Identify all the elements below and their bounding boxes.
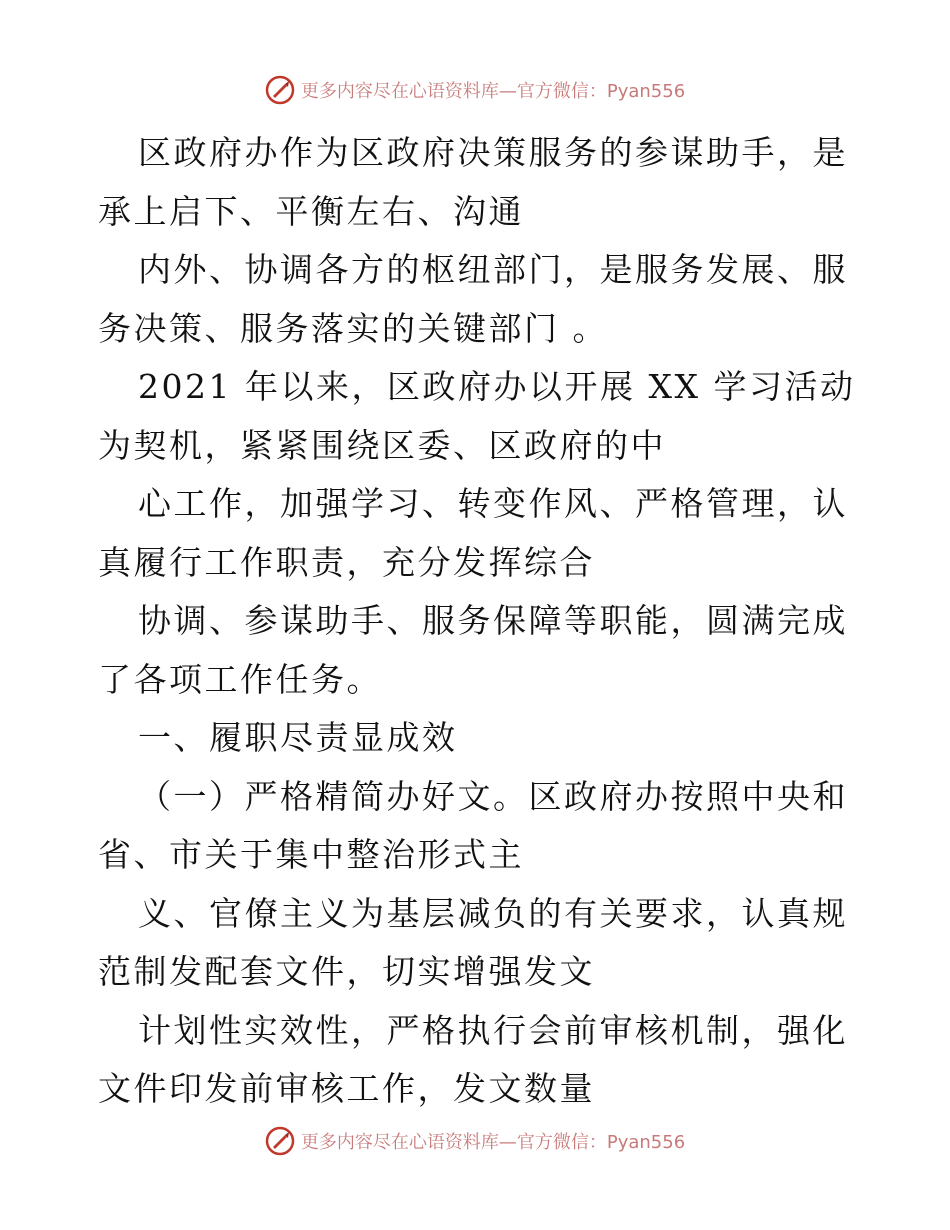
paragraph: 计划性实效性，严格执行会前审核机制，强化文件印发前审核工作，发文数量 — [98, 1010, 848, 1108]
footer-watermark-text: 更多内容尽在心语资料库—官方微信：Pyan556 — [300, 1132, 686, 1153]
paragraph: 2021 年以来，区政府办以开展 XX 学习活动为契机，紧紧围绕区委、区政府的中 — [98, 367, 856, 465]
paragraph: 义、官僚主义为基层减负的有关要求，认真规范制发配套文件，切实增强发文 — [98, 893, 848, 991]
paragraph: 心工作，加强学习、转变作风、严格管理，认真履行工作职责，充分发挥综合 — [98, 484, 848, 582]
paragraph: 协调、参谋助手、服务保障等职能，圆满完成了各项工作任务。 — [98, 601, 848, 699]
header-watermark — [0, 73, 950, 107]
header-watermark-text: 更多内容尽在心语资料库—官方微信：Pyan556 — [300, 81, 686, 102]
footer-watermark — [0, 1124, 950, 1158]
quill-logo-icon — [265, 75, 295, 105]
paragraph: 区政府办作为区政府决策服务的参谋助手，是承上启下、平衡左右、沟通 — [98, 133, 848, 231]
section-heading: 一、履职尽责显成效 — [138, 718, 458, 757]
document-body — [98, 124, 858, 1119]
paragraph: （一）严格精简办好文。区政府办按照中央和省、市关于集中整治形式主 — [98, 776, 848, 874]
paragraph: 内外、协调各方的枢纽部门，是服务发展、服务决策、服务落实的关键部门 。 — [98, 250, 848, 348]
quill-logo-icon — [265, 1126, 295, 1156]
